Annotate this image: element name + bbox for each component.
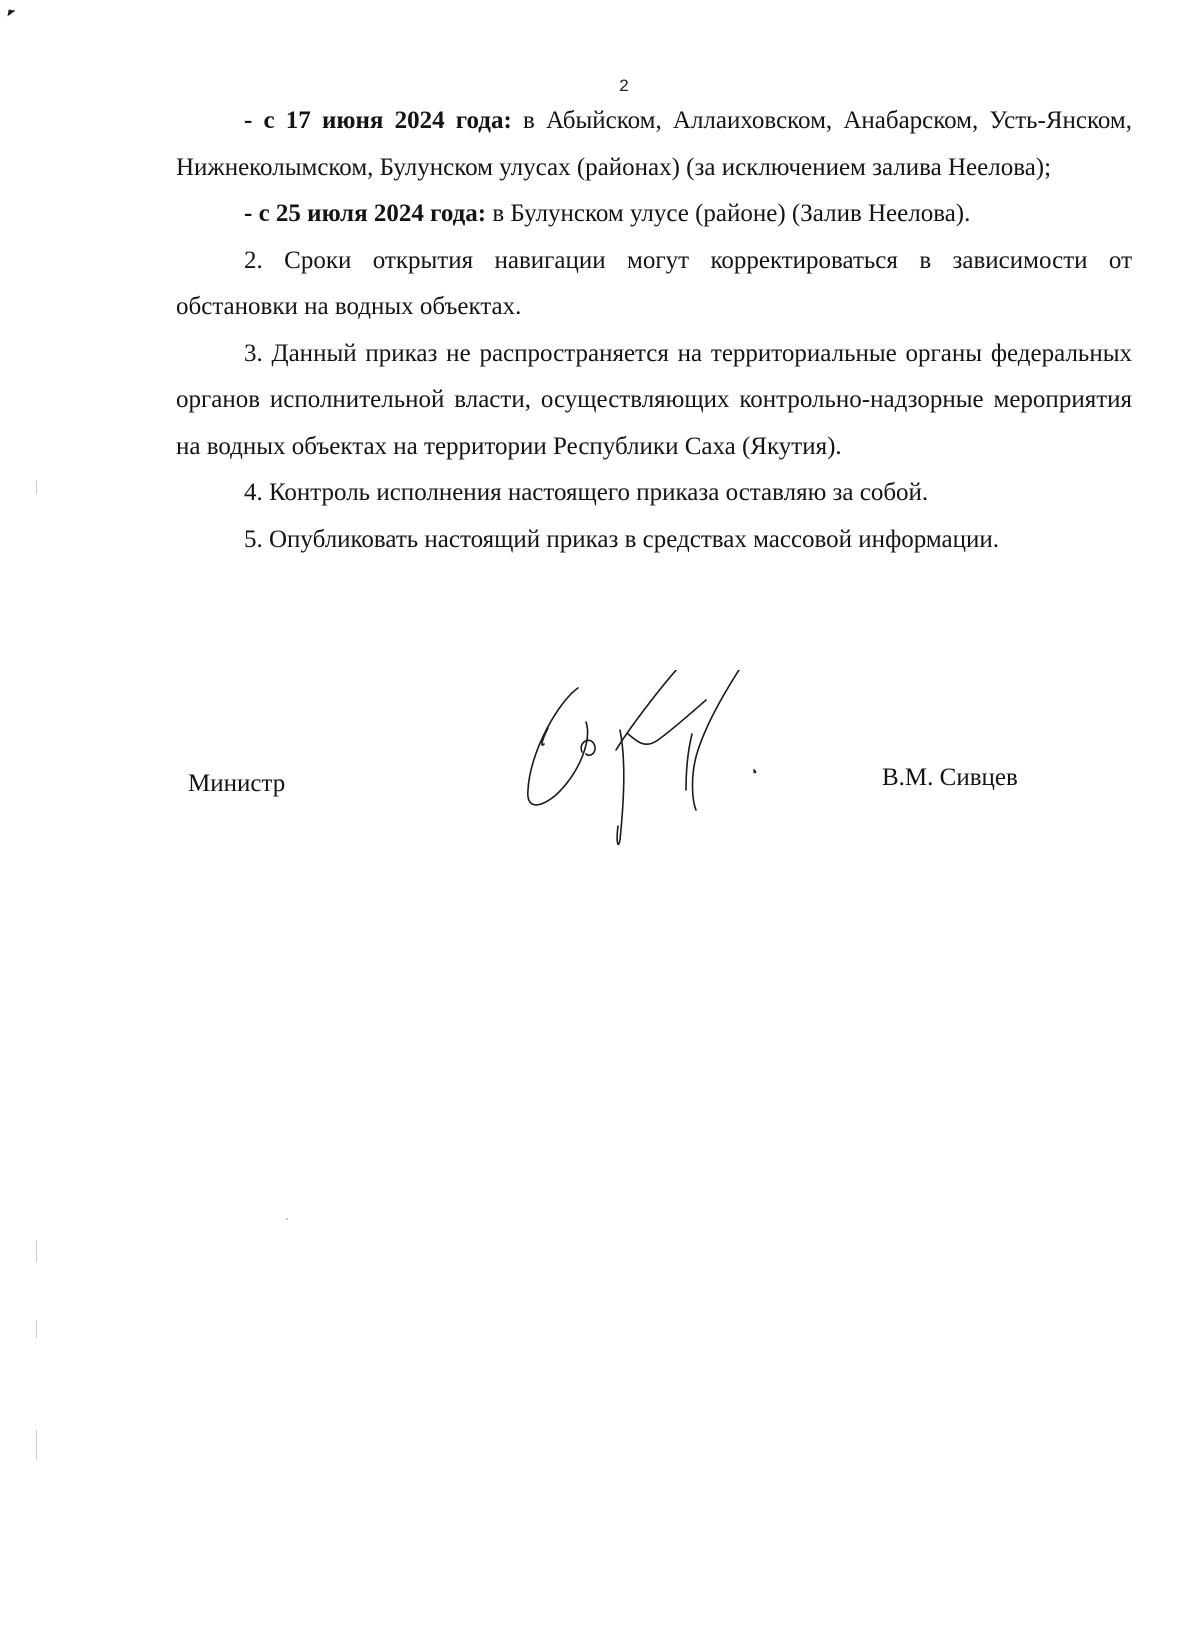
- scan-speck: [36, 1240, 37, 1262]
- handwritten-signature: [520, 670, 800, 880]
- signatory-name: В.М. Сивцев: [882, 764, 1018, 791]
- paragraph-text: 4. Контроль исполнения настоящего приказа оставляю за собой.: [244, 479, 929, 506]
- paragraph-item-4: [176, 470, 1132, 517]
- signatory-role: Министр: [188, 770, 286, 797]
- scan-speck: [36, 1430, 37, 1460]
- paragraph-text: 3. Данный приказ не распространяется на территориальные органы федеральных органов исполнительной власти, осуществляющих контрольно-надзорные мероприятия на водных объектах на территории Республики Саха (Якутия).: [176, 339, 1132, 460]
- paragraph-text: в Булунском улусе (районе) (Залив Неелова).: [486, 200, 971, 227]
- paragraph-navigation-date-1: [176, 98, 1132, 191]
- paragraph-lead-date: - с 17 июня 2024 года:: [244, 107, 512, 134]
- paragraph-text: в Абыйском, Аллаиховском, Анабарском, Усть-Янском, Нижнеколымском, Булунском улусах (районах) (за исключением залива Неелова);: [176, 107, 1132, 181]
- paragraph-item-2: [176, 238, 1132, 331]
- document-body: [176, 98, 1132, 563]
- scan-speck: [36, 480, 37, 494]
- paragraph-text: 5. Опубликовать настоящий приказ в средствах массовой информации.: [244, 525, 1000, 553]
- paragraph-text: 2. Сроки открытия навигации могут корректироваться в зависимости от обстановки на водных объектах.: [176, 246, 1132, 320]
- paragraph-item-5: [176, 517, 1132, 564]
- scan-speck: [286, 1218, 288, 1220]
- paragraph-navigation-date-2: [176, 191, 1132, 238]
- page-number: 2: [619, 76, 629, 95]
- scan-speck: [36, 1320, 37, 1338]
- scan-corner-mark: [7, 9, 15, 17]
- paragraph-lead-date: - с 25 июля 2024 года:: [244, 200, 487, 227]
- paragraph-item-3: [176, 331, 1132, 471]
